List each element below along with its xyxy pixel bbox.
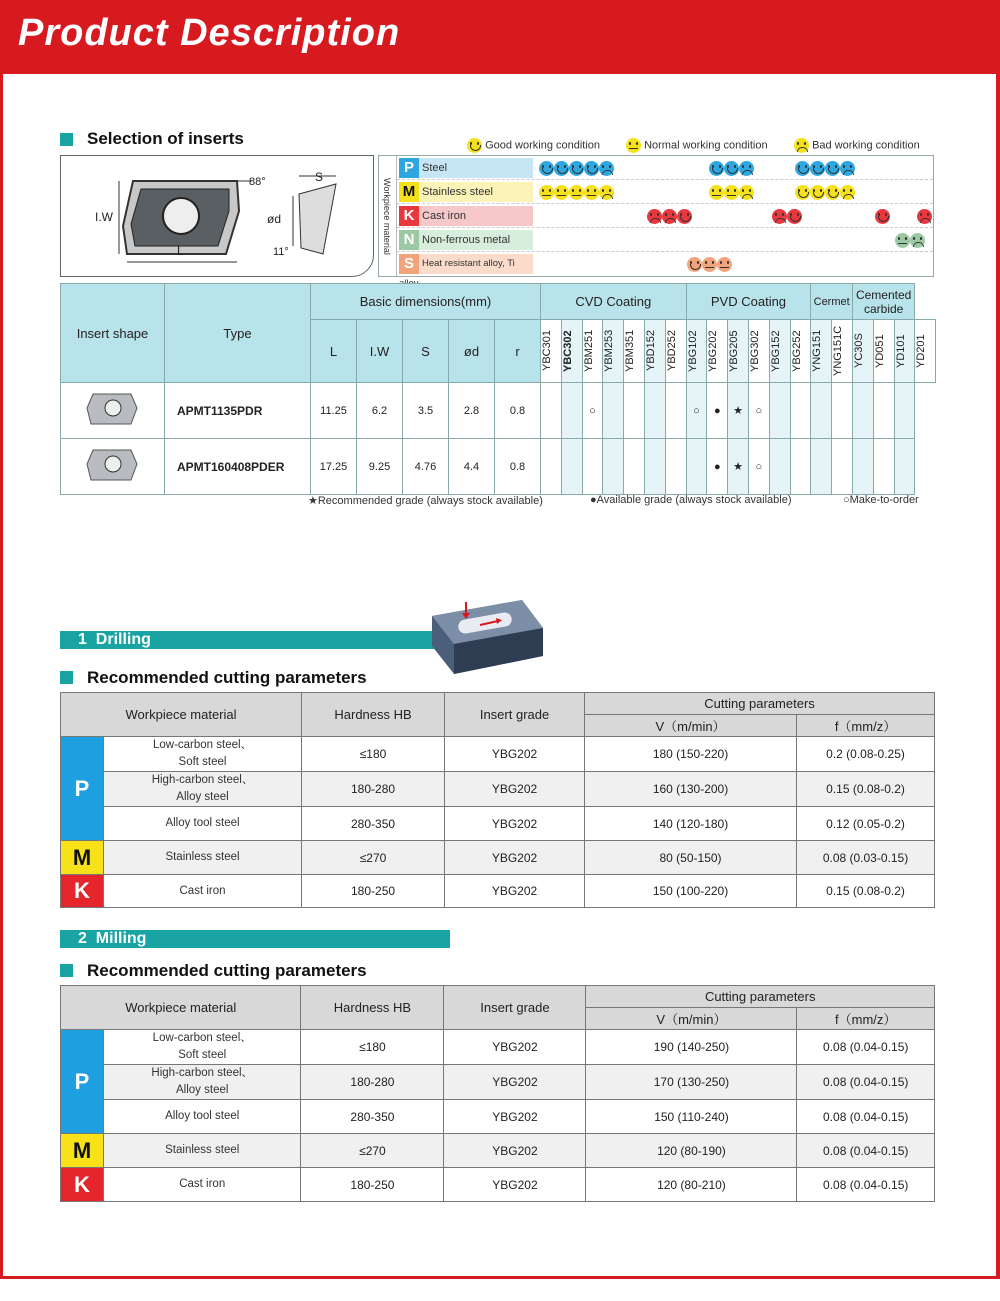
grade-mark: ○ [686,383,707,439]
workpiece-label: N Non-ferrous metal [399,230,533,250]
grade-cell: YBG202 [445,737,585,772]
feed-cell: 0.08 (0.04-0.15) [797,1065,935,1100]
milling-title: Milling [95,930,147,947]
smile-icon [467,138,482,153]
grade-mark: ★ [728,439,749,495]
material-cell: High-carbon steel、 Alloy steel [104,772,302,807]
angle-label: 88° [249,176,266,188]
milling-bar: 2 Milling [60,930,450,948]
material-letter: N [399,230,419,250]
speed-cell: 180 (150-220) [585,737,797,772]
speed-cell: 190 (140-250) [586,1030,797,1065]
page-title: Product Description [18,12,401,54]
table-row [61,875,935,908]
milling-heading: Recommended cutting parameters [87,961,367,980]
length-label: L [177,244,184,258]
table-row [61,1134,935,1168]
rating-face [647,208,692,226]
table-row [61,737,935,772]
header-hardness: Hardness HB [301,986,444,1030]
feed-cell: 0.08 (0.04-0.15) [797,1134,935,1168]
clearance-label: 11° [273,246,289,258]
header-pvd: PVD Coating [686,284,811,320]
header-v: V（m/min） [586,1008,797,1030]
dim-header: L [311,320,357,383]
grade-header: YBG102 [686,320,707,383]
header-bar [0,0,1000,74]
footnote-open: ○Make-to-order [843,494,919,506]
width-label: I.W [95,210,113,224]
grade-cell: YBG202 [445,772,585,807]
material-cell: Alloy tool steel [104,1100,301,1134]
workpiece-row-n [397,228,933,252]
header-f: f（mm/z） [797,1008,935,1030]
feed-cell: 0.15 (0.08-0.2) [797,875,935,908]
speed-cell: 120 (80-190) [586,1134,797,1168]
header-cvd: CVD Coating [541,284,687,320]
header-cermet: Cermet [811,284,853,320]
feed-cell: 0.12 (0.05-0.2) [797,807,935,841]
header-hardness: Hardness HB [302,693,445,737]
speed-cell: 170 (130-250) [586,1065,797,1100]
hardness-cell: 180-280 [301,1065,444,1100]
dim-value: 0.8 [495,439,541,495]
hardness-cell: 180-280 [302,772,445,807]
header-grade: Insert grade [445,693,585,737]
speed-cell: 140 (120-180) [585,807,797,841]
insert-drawing [60,155,374,277]
header-material: Workpiece material [61,693,302,737]
header-grade: Insert grade [444,986,586,1030]
hole-label: ød [267,212,282,226]
grade-header: YBG252 [790,320,811,383]
feed-cell: 0.2 (0.08-0.25) [797,737,935,772]
hardness-cell: 180-250 [302,875,445,908]
hardness-cell: 280-350 [301,1100,444,1134]
table-row [61,807,935,841]
rating-face [687,256,732,274]
material-cell: Cast iron [104,1168,301,1202]
hardness-cell: ≤180 [301,1030,444,1065]
speed-cell: 150 (100-220) [585,875,797,908]
table-row [61,1100,935,1134]
table-row [61,1168,935,1202]
grade-mark: ● [707,439,728,495]
workpiece-label: M Stainless steel [399,182,533,202]
speed-cell: 80 (50-150) [585,841,797,875]
feed-cell: 0.08 (0.04-0.15) [797,1030,935,1065]
dim-value: 9.25 [357,439,403,495]
material-letter-m: M [61,841,104,875]
drilling-bar: 1 Drilling [60,631,440,649]
speed-cell: 160 (130-200) [585,772,797,807]
grade-cell: YBG202 [444,1168,586,1202]
grade-mark: ○ [748,439,769,495]
drilling-title: Drilling [95,631,151,648]
hardness-cell: ≤180 [302,737,445,772]
rating-face [795,160,855,178]
workpiece-row-s [397,252,933,276]
grade-cell: YBG202 [445,841,585,875]
workpiece-label: K Cast iron [399,206,533,226]
material-letter-k: K [61,875,104,908]
material-cell: Low-carbon steel、 Soft steel [104,737,302,772]
grade-cell: YBG202 [444,1065,586,1100]
header-cutting: Cutting parameters [585,693,935,715]
insert-shape-image [61,383,165,439]
material-letter: S [399,254,419,274]
rating-face [539,184,614,202]
hardness-cell: ≤270 [302,841,445,875]
workpiece-row-p [397,156,933,180]
grade-header: YBD252 [665,320,686,383]
insert-shape-image [61,439,165,495]
footnote-filled: ●Available grade (always stock available) [590,494,792,506]
material-letter-p: P [61,1030,104,1134]
insert-type: APMT160408PDER [165,439,311,495]
header-insert-shape: Insert shape [61,284,165,383]
grade-header: YNG151C [832,320,853,383]
hardness-cell: ≤270 [301,1134,444,1168]
insert-row [61,383,936,439]
rating-face [895,232,925,250]
material-cell: Alloy tool steel [104,807,302,841]
grade-header: YD101 [894,320,915,383]
section-marker [60,964,73,977]
header-basic-dims: Basic dimensions(mm) [311,284,541,320]
rating-face [795,184,855,202]
selection-heading: Selection of inserts [87,129,244,148]
grade-header: YBG152 [769,320,790,383]
rating-face [917,208,932,226]
rating-face [875,208,890,226]
dim-value: 4.4 [449,439,495,495]
thickness-label: S [315,170,324,184]
grade-cell: YBG202 [445,807,585,841]
grade-cell: YBG202 [444,1100,586,1134]
grade-mark: ★ [728,383,749,439]
dim-header: r [495,320,541,383]
material-cell: Stainless steel [104,1134,301,1168]
grade-header: YBM251 [582,320,603,383]
grade-cell: YBG202 [444,1030,586,1065]
legend-bad: Bad working condition [794,138,920,153]
milling-table [60,985,935,1202]
rating-face [772,208,802,226]
dim-value: 11.25 [311,383,357,439]
dim-value: 4.76 [403,439,449,495]
speed-cell: 120 (80-210) [586,1168,797,1202]
grade-cell: YBG202 [444,1134,586,1168]
grade-header: YNG151 [811,320,832,383]
feed-cell: 0.08 (0.03-0.15) [797,841,935,875]
rating-face [709,184,754,202]
feed-cell: 0.15 (0.08-0.2) [797,772,935,807]
material-letter-p: P [61,737,104,841]
legend-good: Good working condition [467,138,600,153]
dim-value: 6.2 [357,383,403,439]
grade-header: YBG302 [748,320,769,383]
table-row [61,1030,935,1065]
material-cell: Low-carbon steel、 Soft steel [104,1030,301,1065]
workpiece-row-k [397,204,933,228]
section-marker [60,671,73,684]
grade-header: YBM351 [624,320,645,383]
grade-header: YD051 [873,320,894,383]
header-type: Type [165,284,311,383]
dim-value: 2.8 [449,383,495,439]
hardness-cell: 280-350 [302,807,445,841]
material-letter-m: M [61,1134,104,1168]
grade-header: YBG205 [728,320,749,383]
material-letter-k: K [61,1168,104,1202]
material-letter: P [399,158,419,178]
table-row [61,772,935,807]
dim-value: 3.5 [403,383,449,439]
drilling-insert-image [430,598,545,681]
feed-cell: 0.08 (0.04-0.15) [797,1168,935,1202]
workpiece-grid [378,155,934,277]
grade-mark: ○ [582,383,603,439]
grade-header: YD201 [915,320,936,383]
workpiece-label: S Heat resistant alloy, Ti [399,254,533,274]
grade-header: YC30S [852,320,873,383]
grade-mark: ○ [748,383,769,439]
hardness-cell: 180-250 [301,1168,444,1202]
drilling-heading: Recommended cutting parameters [87,668,367,687]
table-row [61,1065,935,1100]
insert-row [61,439,936,495]
grade-header: YBG202 [707,320,728,383]
material-cell: High-carbon steel、 Alloy steel [104,1065,301,1100]
material-cell: Cast iron [104,875,302,908]
dim-value: 0.8 [495,383,541,439]
speed-cell: 150 (110-240) [586,1100,797,1134]
section-marker [60,133,73,146]
header-material: Workpiece material [61,986,301,1030]
grade-mark: ● [707,383,728,439]
workpiece-label: P Steel [399,158,533,178]
drilling-table [60,692,935,908]
header-cemented: Cemented carbide [852,284,914,320]
table-row [61,841,935,875]
rating-face [539,160,614,178]
rating-face [709,160,754,178]
material-letter: K [399,206,419,226]
feed-cell: 0.08 (0.04-0.15) [797,1100,935,1134]
workpiece-vertical-label: Workpiece material [379,156,397,276]
dim-header: ød [449,320,495,383]
material-letter: M [399,182,419,202]
frown-icon [794,138,809,153]
neutral-face-icon [626,138,641,153]
material-cell: Stainless steel [104,841,302,875]
workpiece-row-m [397,180,933,204]
dim-value: 17.25 [311,439,357,495]
grade-header: YBC301 [541,320,562,383]
header-v: V（m/min） [585,715,797,737]
header-cutting: Cutting parameters [586,986,935,1008]
legend-normal: Normal working condition [626,138,768,153]
dim-header: S [403,320,449,383]
footnote-star: ★Recommended grade (always stock available) [308,495,543,507]
grade-header: YBM253 [603,320,624,383]
insert-type: APMT1135PDR [165,383,311,439]
dim-header: I.W [357,320,403,383]
grade-header: YBC302 [561,320,582,383]
header-f: f（mm/z） [797,715,935,737]
insert-table [60,283,936,495]
grade-header: YBD152 [644,320,665,383]
grade-cell: YBG202 [445,875,585,908]
